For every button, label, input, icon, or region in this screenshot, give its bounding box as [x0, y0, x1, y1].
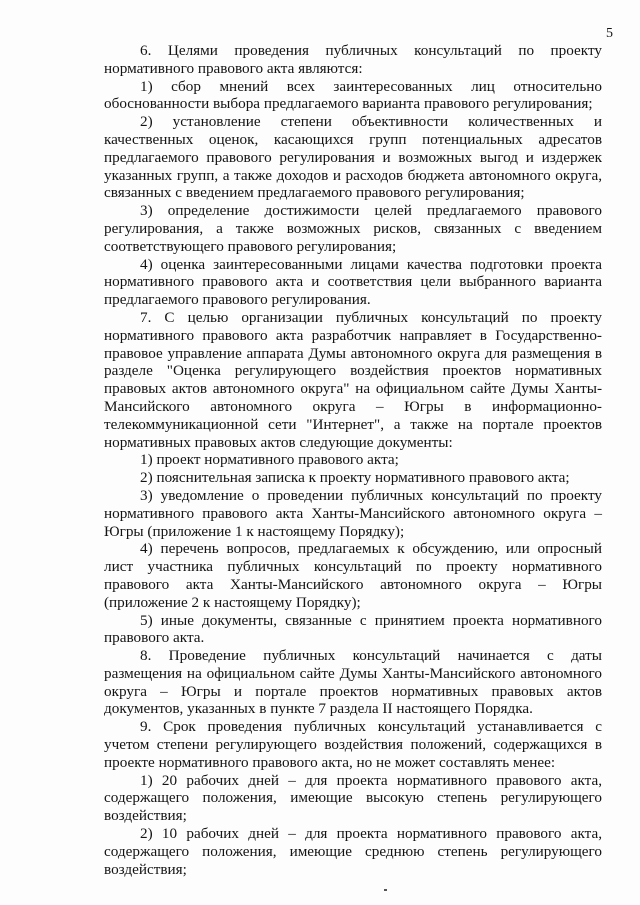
paragraph-7-item-1: 1) проект нормативного правового акта;	[140, 451, 399, 469]
paragraph-6-item-4: 4) оценка заинтересованными лицами качества подготовки проекта нормативного правового акта и соответствия цели выбранного варианта предлагаемого правового регулирования.	[104, 255, 602, 309]
paragraph-7-item-3: 3) уведомление о проведении публичных консультаций по проекту нормативного правового акта Ханты-Мансийского автономного округа – Югры (приложение 1 к настоящему Порядку);	[104, 486, 602, 540]
paragraph-6-item-3: 3) определение достижимости целей предлагаемого правового регулирования, а также возможных рисков, связанных с введением соответствующего правового регулирования;	[104, 202, 602, 255]
paragraph-7: 7. С целью организации публичных консультаций по проекту нормативного правового акта разработчик направляет в Государственно-правовое управление аппарата Думы автономного округа для размещения в разделе "Оценка регулирующего воздействия проектов нормативных правовых актов автономного округа" на официальном сайте Думы Ханты-Мансийского автономного округа – Югры в информационно-телекоммуникационной сети "Интернет", а также на портале проектов нормативных правовых актов следующие документы:	[104, 308, 602, 451]
page-number: 5	[606, 26, 613, 41]
paragraph-6-item-1: 1) сбор мнений всех заинтересованных лиц относительно обоснованности выбора предлагаемого варианта правового регулирования;	[104, 77, 602, 113]
paragraph-9-item-2: 2) 10 рабочих дней – для проекта нормативного правового акта, содержащего положения, имеющие среднюю степень регулирующего воздействия;	[104, 825, 602, 878]
paragraph-6: 6. Целями проведения публичных консультаций по проекту нормативного правового акта являются:	[104, 42, 602, 77]
paragraph-9: 9. Срок проведения публичных консультаций устанавливается с учетом степени регулирующего воздействия положений, содержащихся в проекте нормативного правового акта, но не может составлять менее:	[104, 718, 602, 771]
paragraph-9-item-1: 1) 20 рабочих дней – для проекта нормативного правового акта, содержащего положения, имеющие высокую степень регулирующего воздействия;	[104, 771, 602, 825]
scan-artifact-dot	[384, 889, 387, 891]
paragraph-6-item-2: 2) установление степени объективности количественных и качественных оценок, касающихся групп потенциальных адресатов предлагаемого правового регулирования и возможных выгод и издержек указанных групп, а также доходов и расходов бюджета автономного округа, связанных с введением предлагаемого правового регулирования;	[104, 113, 602, 202]
paragraph-7-item-4: 4) перечень вопросов, предлагаемых к обсуждению, или опросный лист участника публичных консультаций по проекту нормативного правового акта Ханты-Мансийского автономного округа – Югры (приложение 2 к настоящему Порядку);	[104, 540, 602, 611]
paragraph-7-item-2: 2) пояснительная записка к проекту нормативного правового акта;	[140, 469, 570, 487]
document-body	[104, 42, 602, 878]
paragraph-8: 8. Проведение публичных консультаций начинается с даты размещения на официальном сайте Думы Ханты-Мансийского автономного округа – Югры и портале проектов нормативных правовых актов документов, указанных в пункте 7 раздела II настоящего Порядка.	[104, 647, 602, 718]
paragraph-7-item-5: 5) иные документы, связанные с принятием проекта нормативного правового акта.	[104, 611, 602, 647]
